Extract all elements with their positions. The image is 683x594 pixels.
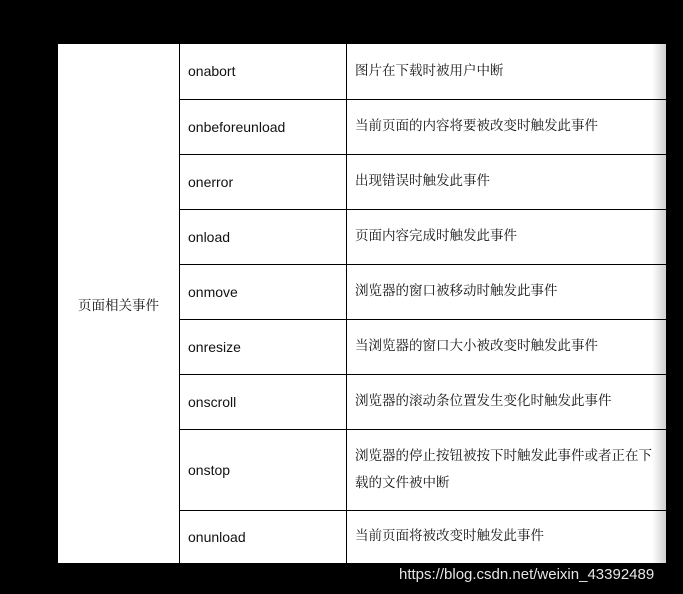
events-table <box>58 44 666 563</box>
event-description-cell: 浏览器的窗口被移动时触发此事件 <box>347 264 667 319</box>
event-description-cell: 当前页面的内容将要被改变时触发此事件 <box>347 99 667 154</box>
event-description-cell: 出现错误时触发此事件 <box>347 154 667 209</box>
event-description-cell: 当浏览器的窗口大小被改变时触发此事件 <box>347 319 667 374</box>
category-cell: 页面相关事件 <box>58 44 180 563</box>
event-description-cell: 图片在下载时被用户中断 <box>347 44 667 99</box>
event-name-cell: onbeforeunload <box>180 99 347 154</box>
event-name-cell: onscroll <box>180 374 347 429</box>
event-description-cell: 浏览器的滚动条位置发生变化时触发此事件 <box>347 374 667 429</box>
event-name-cell: onabort <box>180 44 347 99</box>
event-description-cell: 浏览器的停止按钮被按下时触发此事件或者正在下载的文件被中断 <box>347 429 667 510</box>
event-description-cell: 当前页面将被改变时触发此事件 <box>355 528 544 545</box>
event-name-cell: onstop <box>180 429 347 510</box>
table-row <box>58 44 666 99</box>
event-name-cell: onresize <box>180 319 347 374</box>
watermark-url: https://blog.csdn.net/weixin_43392489 <box>399 566 655 583</box>
event-name-cell: onunload <box>180 510 347 563</box>
event-name-cell: onmove <box>180 264 347 319</box>
event-name-cell: onerror <box>180 154 347 209</box>
event-description-cell: 页面内容完成时触发此事件 <box>347 209 667 264</box>
document-page <box>58 44 666 563</box>
event-name-cell: onload <box>180 209 347 264</box>
